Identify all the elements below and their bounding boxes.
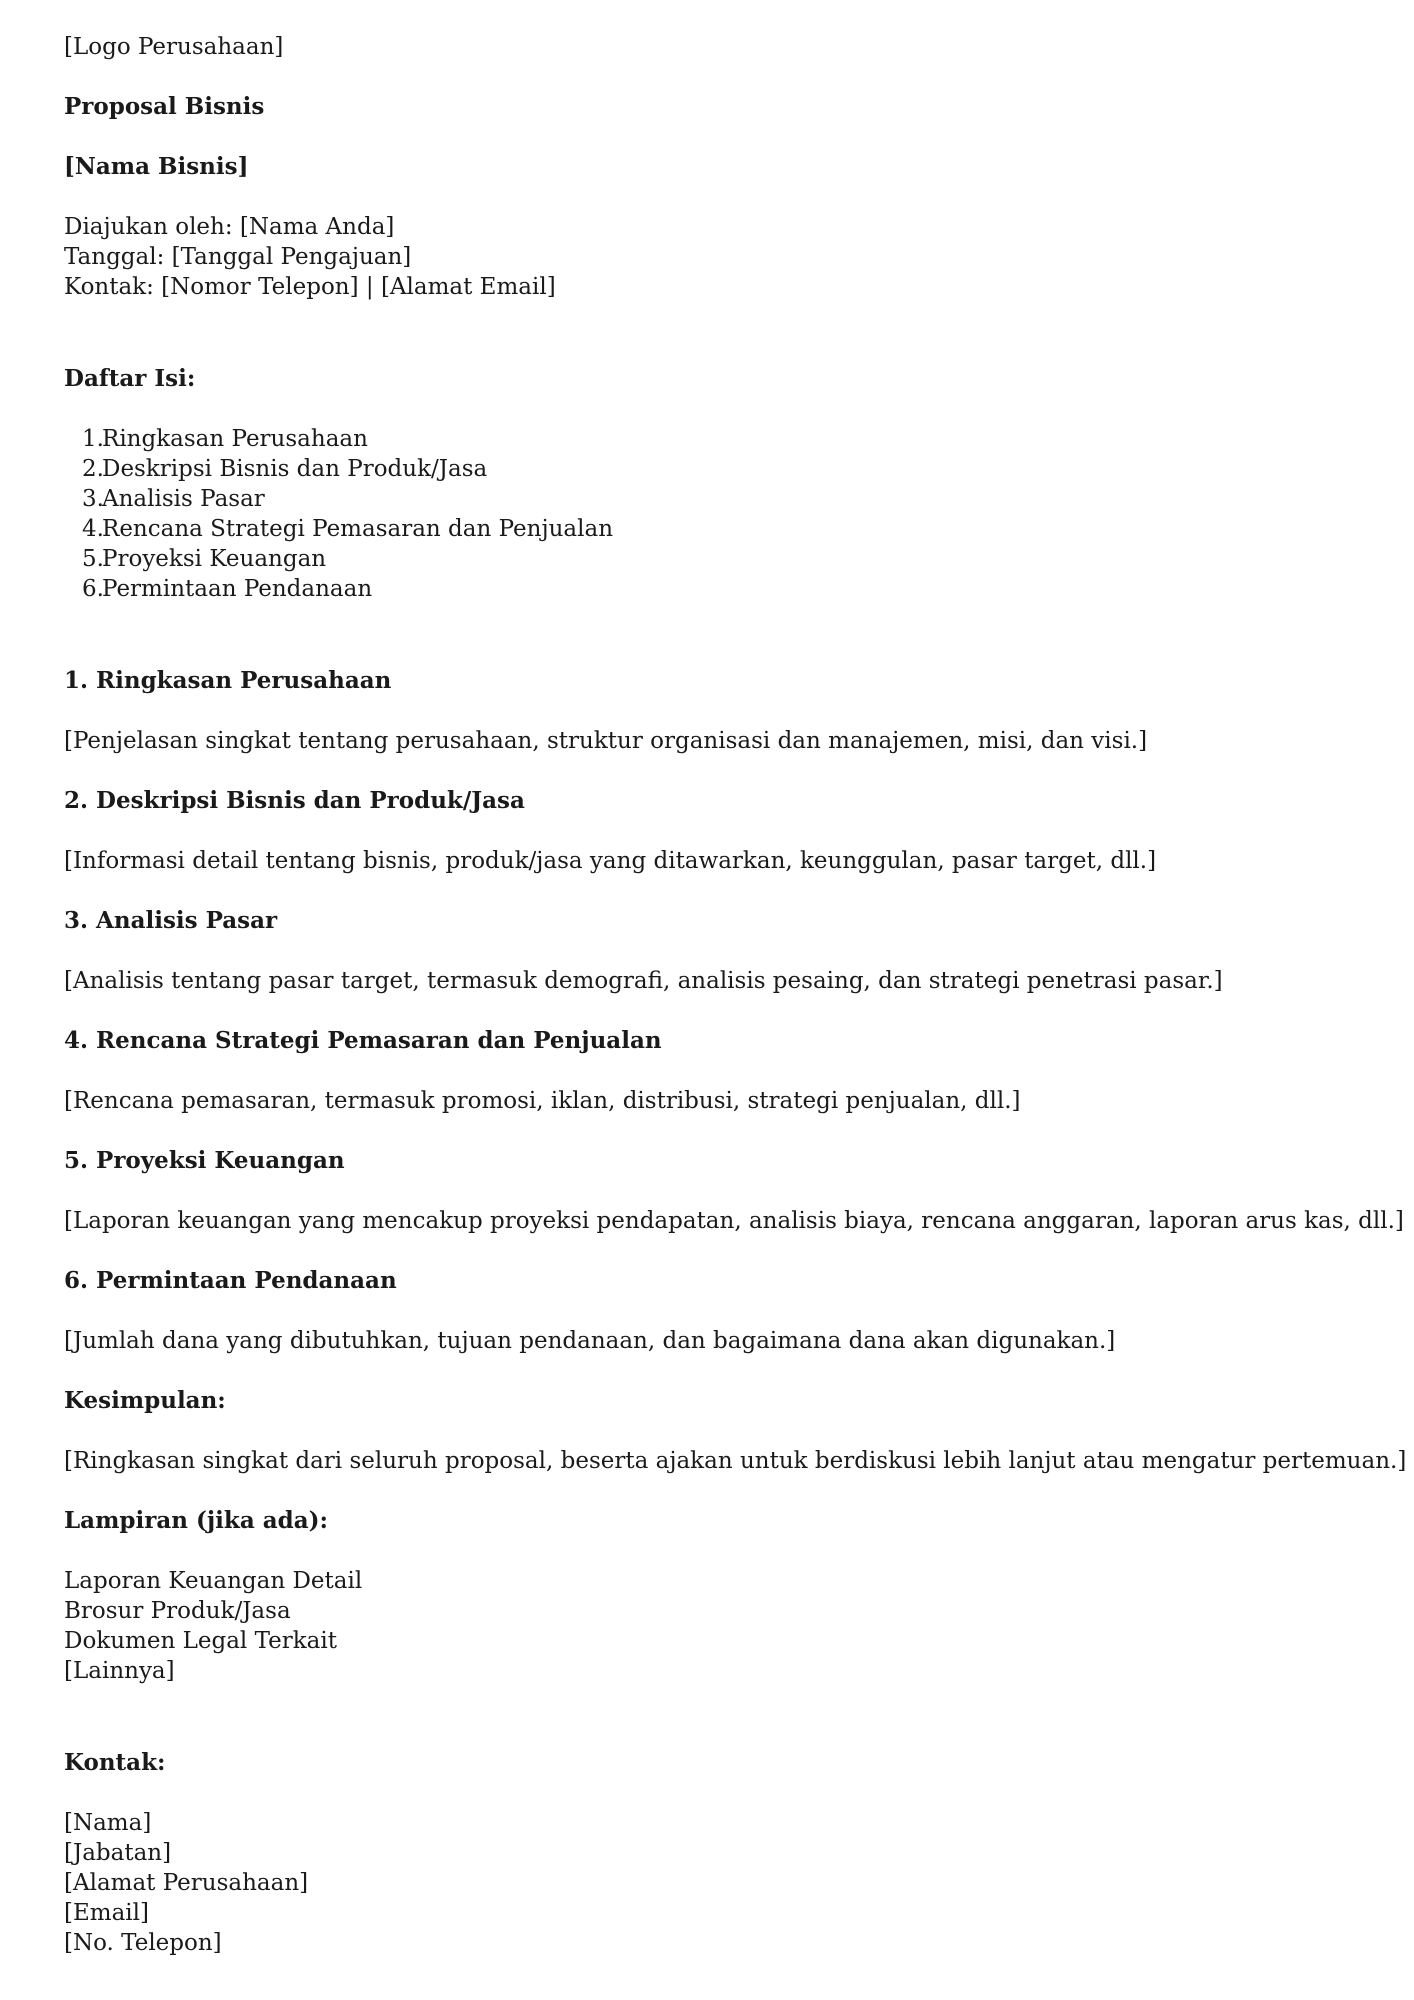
section-heading-market-analysis: 3. Analisis Pasar bbox=[64, 907, 278, 934]
toc-item-number: 3. bbox=[82, 486, 104, 512]
toc-item bbox=[82, 514, 1350, 544]
appendix-heading: Lampiran (jika ada): bbox=[64, 1507, 329, 1534]
toc-item bbox=[82, 454, 1350, 484]
contact-item: [Alamat Perusahaan] bbox=[64, 1870, 309, 1896]
appendix-item: Laporan Keuangan Detail bbox=[64, 1568, 363, 1594]
toc-item-label: Rencana Strategi Pemasaran dan Penjualan bbox=[102, 516, 614, 542]
toc-item-number: 6. bbox=[82, 576, 104, 602]
section-body-financial-projection: [Laporan keuangan yang mencakup proyeksi pendapatan, analisis biaya, rencana anggaran, laporan arus kas, dll.] bbox=[64, 1208, 1404, 1234]
business-name: [Nama Bisnis] bbox=[64, 153, 249, 180]
toc-item bbox=[82, 484, 1350, 514]
conclusion-body: [Ringkasan singkat dari seluruh proposal, beserta ajakan untuk berdiskusi lebih lanjut atau mengatur pertemuan.] bbox=[64, 1448, 1407, 1474]
appendix-item: Dokumen Legal Terkait bbox=[64, 1628, 337, 1654]
toc-item-label: Analisis Pasar bbox=[102, 486, 265, 512]
submitted-by: Diajukan oleh: [Nama Anda] bbox=[64, 214, 395, 240]
toc-title: Daftar Isi: bbox=[64, 365, 196, 392]
appendix-item: [Lainnya] bbox=[64, 1658, 175, 1684]
toc-item-number: 1. bbox=[82, 426, 104, 452]
section-body-company-summary: [Penjelasan singkat tentang perusahaan, struktur organisasi dan manajemen, misi, dan visi.] bbox=[64, 728, 1148, 754]
section-heading-company-summary: 1. Ringkasan Perusahaan bbox=[64, 667, 392, 694]
appendix-item: Brosur Produk/Jasa bbox=[64, 1598, 291, 1624]
section-body-business-description: [Informasi detail tentang bisnis, produk/jasa yang ditawarkan, keunggulan, pasar target, dll.] bbox=[64, 848, 1157, 874]
contact-item: [Email] bbox=[64, 1900, 149, 1926]
toc-item bbox=[82, 574, 1350, 604]
toc-item bbox=[82, 544, 1350, 574]
section-body-market-analysis: [Analisis tentang pasar target, termasuk demografi, analisis pesaing, dan strategi penetrasi pasar.] bbox=[64, 968, 1223, 994]
section-heading-funding-request: 6. Permintaan Pendanaan bbox=[64, 1267, 397, 1294]
toc-item-label: Proyeksi Keuangan bbox=[102, 546, 327, 572]
table-of-contents bbox=[64, 424, 1350, 604]
toc-item-label: Ringkasan Perusahaan bbox=[102, 426, 368, 452]
section-heading-business-description: 2. Deskripsi Bisnis dan Produk/Jasa bbox=[64, 787, 525, 814]
contact-item: [Jabatan] bbox=[64, 1840, 172, 1866]
submission-date: Tanggal: [Tanggal Pengajuan] bbox=[64, 244, 412, 270]
contact-item: [Nama] bbox=[64, 1810, 152, 1836]
toc-item-label: Deskripsi Bisnis dan Produk/Jasa bbox=[102, 456, 488, 482]
logo-placeholder: [Logo Perusahaan] bbox=[64, 34, 284, 60]
toc-item-number: 2. bbox=[82, 456, 104, 482]
conclusion-heading: Kesimpulan: bbox=[64, 1387, 226, 1414]
toc-item-number: 4. bbox=[82, 516, 104, 542]
document-title: Proposal Bisnis bbox=[64, 93, 265, 120]
toc-item-label: Permintaan Pendanaan bbox=[102, 576, 373, 602]
toc-item-number: 5. bbox=[82, 546, 104, 572]
toc-item bbox=[82, 424, 1350, 454]
section-body-funding-request: [Jumlah dana yang dibutuhkan, tujuan pendanaan, dan bagaimana dana akan digunakan.] bbox=[64, 1328, 1116, 1354]
section-body-marketing-strategy: [Rencana pemasaran, termasuk promosi, iklan, distribusi, strategi penjualan, dll.] bbox=[64, 1088, 1021, 1114]
section-heading-marketing-strategy: 4. Rencana Strategi Pemasaran dan Penjualan bbox=[64, 1027, 662, 1054]
contact-line: Kontak: [Nomor Telepon] | [Alamat Email] bbox=[64, 274, 556, 300]
section-heading-financial-projection: 5. Proyeksi Keuangan bbox=[64, 1147, 345, 1174]
contact-heading: Kontak: bbox=[64, 1749, 166, 1776]
contact-item: [No. Telepon] bbox=[64, 1930, 222, 1956]
